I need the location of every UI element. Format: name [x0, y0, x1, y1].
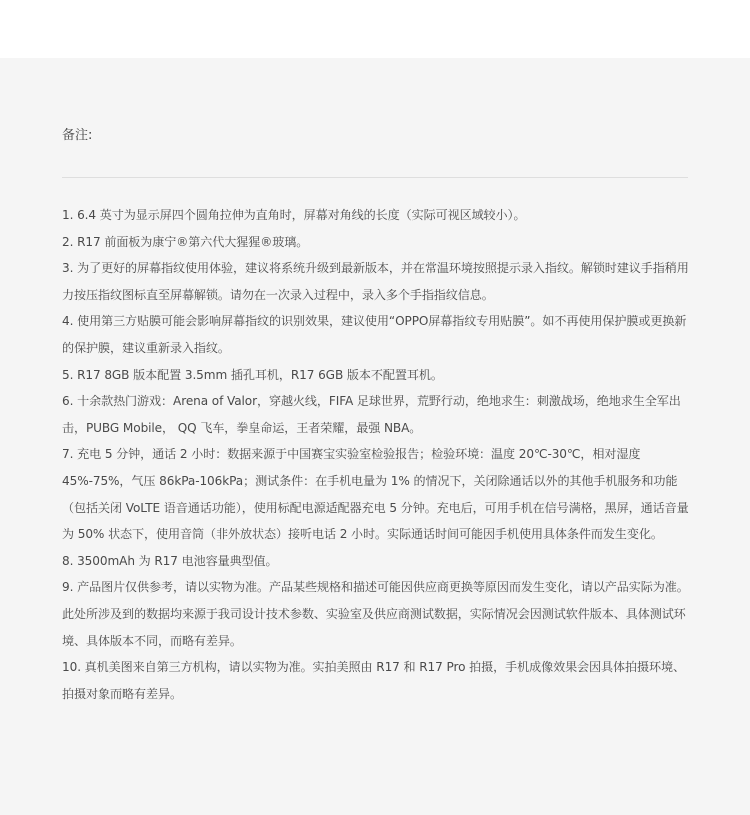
- notes-divider: [62, 177, 688, 178]
- notes-panel: [0, 58, 750, 815]
- note-item-5: 5. R17 8GB 版本配置 3.5mm 插孔耳机，R17 6GB 版本不配置耳机。: [62, 367, 443, 382]
- note-item-9: 9. 产品图片仅供参考，请以实物为准。产品某些规格和描述可能因供应商更换等原因而发生变化，请以产品实际为准。此处所涉及到的数据均来源于我司设计技术参数、实验室及供应商测试数据，实际情况会因测试软件版本、具体测试环境、具体版本不同，而略有差异。: [62, 580, 689, 648]
- note-item-1: 1. 6.4 英寸为显示屏四个圆角拉伸为直角时，屏幕对角线的长度（实际可视区域较小）。: [62, 208, 526, 222]
- notes-heading: 备注:: [62, 128, 93, 143]
- note-item-4: 4. 使用第三方贴膜可能会影响屏幕指纹的识别效果，建议使用“OPPO屏幕指纹专用贴膜”。如不再使用保护膜或更换新的保护膜，建议重新录入指纹。: [62, 314, 687, 355]
- note-item-7: 7. 充电 5 分钟，通话 2 小时：数据来源于中国赛宝实验室检验报告；检验环境：温度 20℃-30℃，相对湿度45%-75%，气压 86kPa-106kPa；测试条件：在手机电量为 1% 的情况下，关闭除通话以外的其他手机服务和功能（包括关闭 VoLTE 语音通话功能），使用标配电源适配器充电 5 分钟。充电后，可用手机在信号满格，黑屏，通话音量为 50% 状态下，使用音筒（非外放状态）接听电话 2 小时。实际通话时间可能因手机使用具体条件而发生变化。: [62, 447, 689, 542]
- note-item-10: 10. 真机美图来自第三方机构，请以实物为准。实拍美照由 R17 和 R17 Pro 拍摄，手机成像效果会因具体拍摄环境、拍摄对象而略有差异。: [62, 660, 686, 701]
- notes-list: [62, 202, 692, 707]
- top-blank-band: [0, 0, 750, 58]
- note-item-8: 8. 3500mAh 为 R17 电池容量典型值。: [62, 553, 278, 568]
- note-item-6: 6. 十余款热门游戏：Arena of Valor，穿越火线，FIFA 足球世界，荒野行动，绝地求生：刺激战场，绝地求生全军出击，PUBG Mobile， QQ 飞车，拳皇命运，王者荣耀，最强 NBA。: [62, 394, 681, 435]
- note-item-2: 2. R17 前面板为康宁®第六代大猩猩®玻璃。: [62, 234, 309, 249]
- note-item-3: 3. 为了更好的屏幕指纹使用体验，建议将系统升级到最新版本，并在常温环境按照提示录入指纹。解锁时建议手指稍用力按压指纹图标直至屏幕解锁。请勿在一次录入过程中，录入多个手指指纹信息。: [62, 261, 689, 302]
